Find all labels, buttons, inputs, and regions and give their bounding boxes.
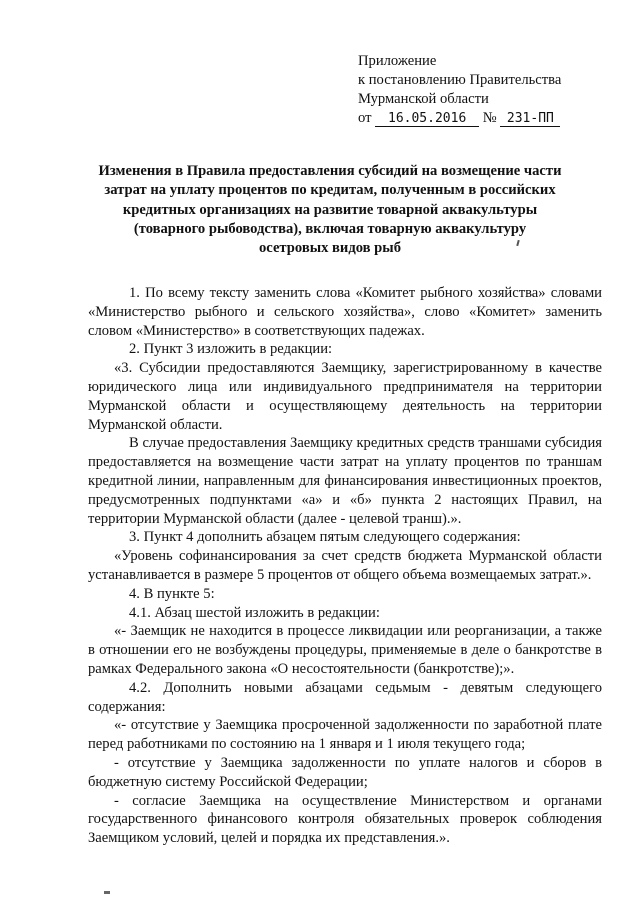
paragraph: «- Заемщик не находится в процессе ликвидации или реорганизации, а также в отношении его не возбуждены процедуры, применяемые в деле о банкротстве в рамках Федерального закона «О несостоятельности (банкротстве);». — [88, 623, 602, 677]
paragraph: - согласие Заемщика на осуществление Министерством и органами государственного финансового контроля обязательных проверок соблюдения Заемщиком условий, целей и порядка их представления.». — [88, 792, 602, 847]
decree-date: 16.05.2016 — [375, 111, 479, 127]
paragraph: В случае предоставления Заемщику кредитных средств траншами субсидия предоставляется на возмещение части затрат на уплату процентов по траншам кредитной линии, направленным для финансирования инвестиционных проектов, предусмотренных подпунктами «а» и «б» пункта 2 настоящих Правил, на территории Мурманской области (далее - целевой транш).». — [88, 435, 602, 527]
appendix-reference: к постановлению Правительства — [358, 72, 562, 88]
document-title — [70, 162, 590, 258]
number-sign: № — [482, 110, 497, 126]
decree-number: 231-ПП — [500, 111, 560, 127]
paragraph: «- отсутствие у Заемщика просроченной задолженности по заработной плате перед работниками по состоянию на 1 января и 1 июля текущего года; — [88, 717, 602, 753]
paragraph: - отсутствие у Заемщика задолженности по уплате налогов и сборов в бюджетную систему Российской Федерации; — [88, 754, 602, 790]
title-line: (товарного рыбоводства), включая товарную аквакультуру — [133, 220, 527, 237]
appendix-title: Приложение — [358, 53, 437, 69]
paragraph: «Уровень софинансирования за счет средств бюджета Мурманской области устанавливается в размере 5 процентов от общего объема возмещаемых затрат.». — [88, 548, 602, 583]
paragraph: 4.2. Дополнить новыми абзацами седьмым - девятым следующего содержания: — [88, 679, 602, 715]
title-line: Изменения в Правила предоставления субсидий на возмещение части — [98, 163, 562, 179]
date-prefix: от — [358, 110, 372, 126]
paragraph: 4. В пункте 5: — [129, 585, 215, 602]
title-line: кредитных организациях на развитие товарной аквакультуры — [122, 201, 538, 218]
appendix-date-number-line — [358, 109, 618, 128]
paragraph: 1. По всему тексту заменить слова «Комитет рыбного хозяйства» словами «Министерство рыбного и сельского хозяйства», слово «Комитет» заменить словом «Министерство» в соответствующих падежах. — [88, 285, 602, 339]
paragraph: «3. Субсидии предоставляются Заемщику, зарегистрированному в качестве юридического лица или индивидуального предпринимателя на территории Мурманской области и осуществляющему деятельность на территории Мурманской области. — [88, 360, 602, 433]
scan-mark — [104, 891, 110, 894]
paragraph: 4.1. Абзац шестой изложить в редакции: — [129, 604, 380, 621]
document-body — [88, 284, 602, 848]
paragraph: 2. Пункт 3 изложить в редакции: — [129, 341, 333, 358]
appendix-region: Мурманской области — [358, 91, 489, 107]
title-line: осетровых видов рыб — [259, 240, 401, 257]
paragraph: 3. Пункт 4 дополнить абзацем пятым следующего содержания: — [129, 529, 521, 546]
title-line: затрат на уплату процентов по кредитам, полученным в российских — [104, 182, 556, 199]
appendix-header — [358, 52, 618, 128]
